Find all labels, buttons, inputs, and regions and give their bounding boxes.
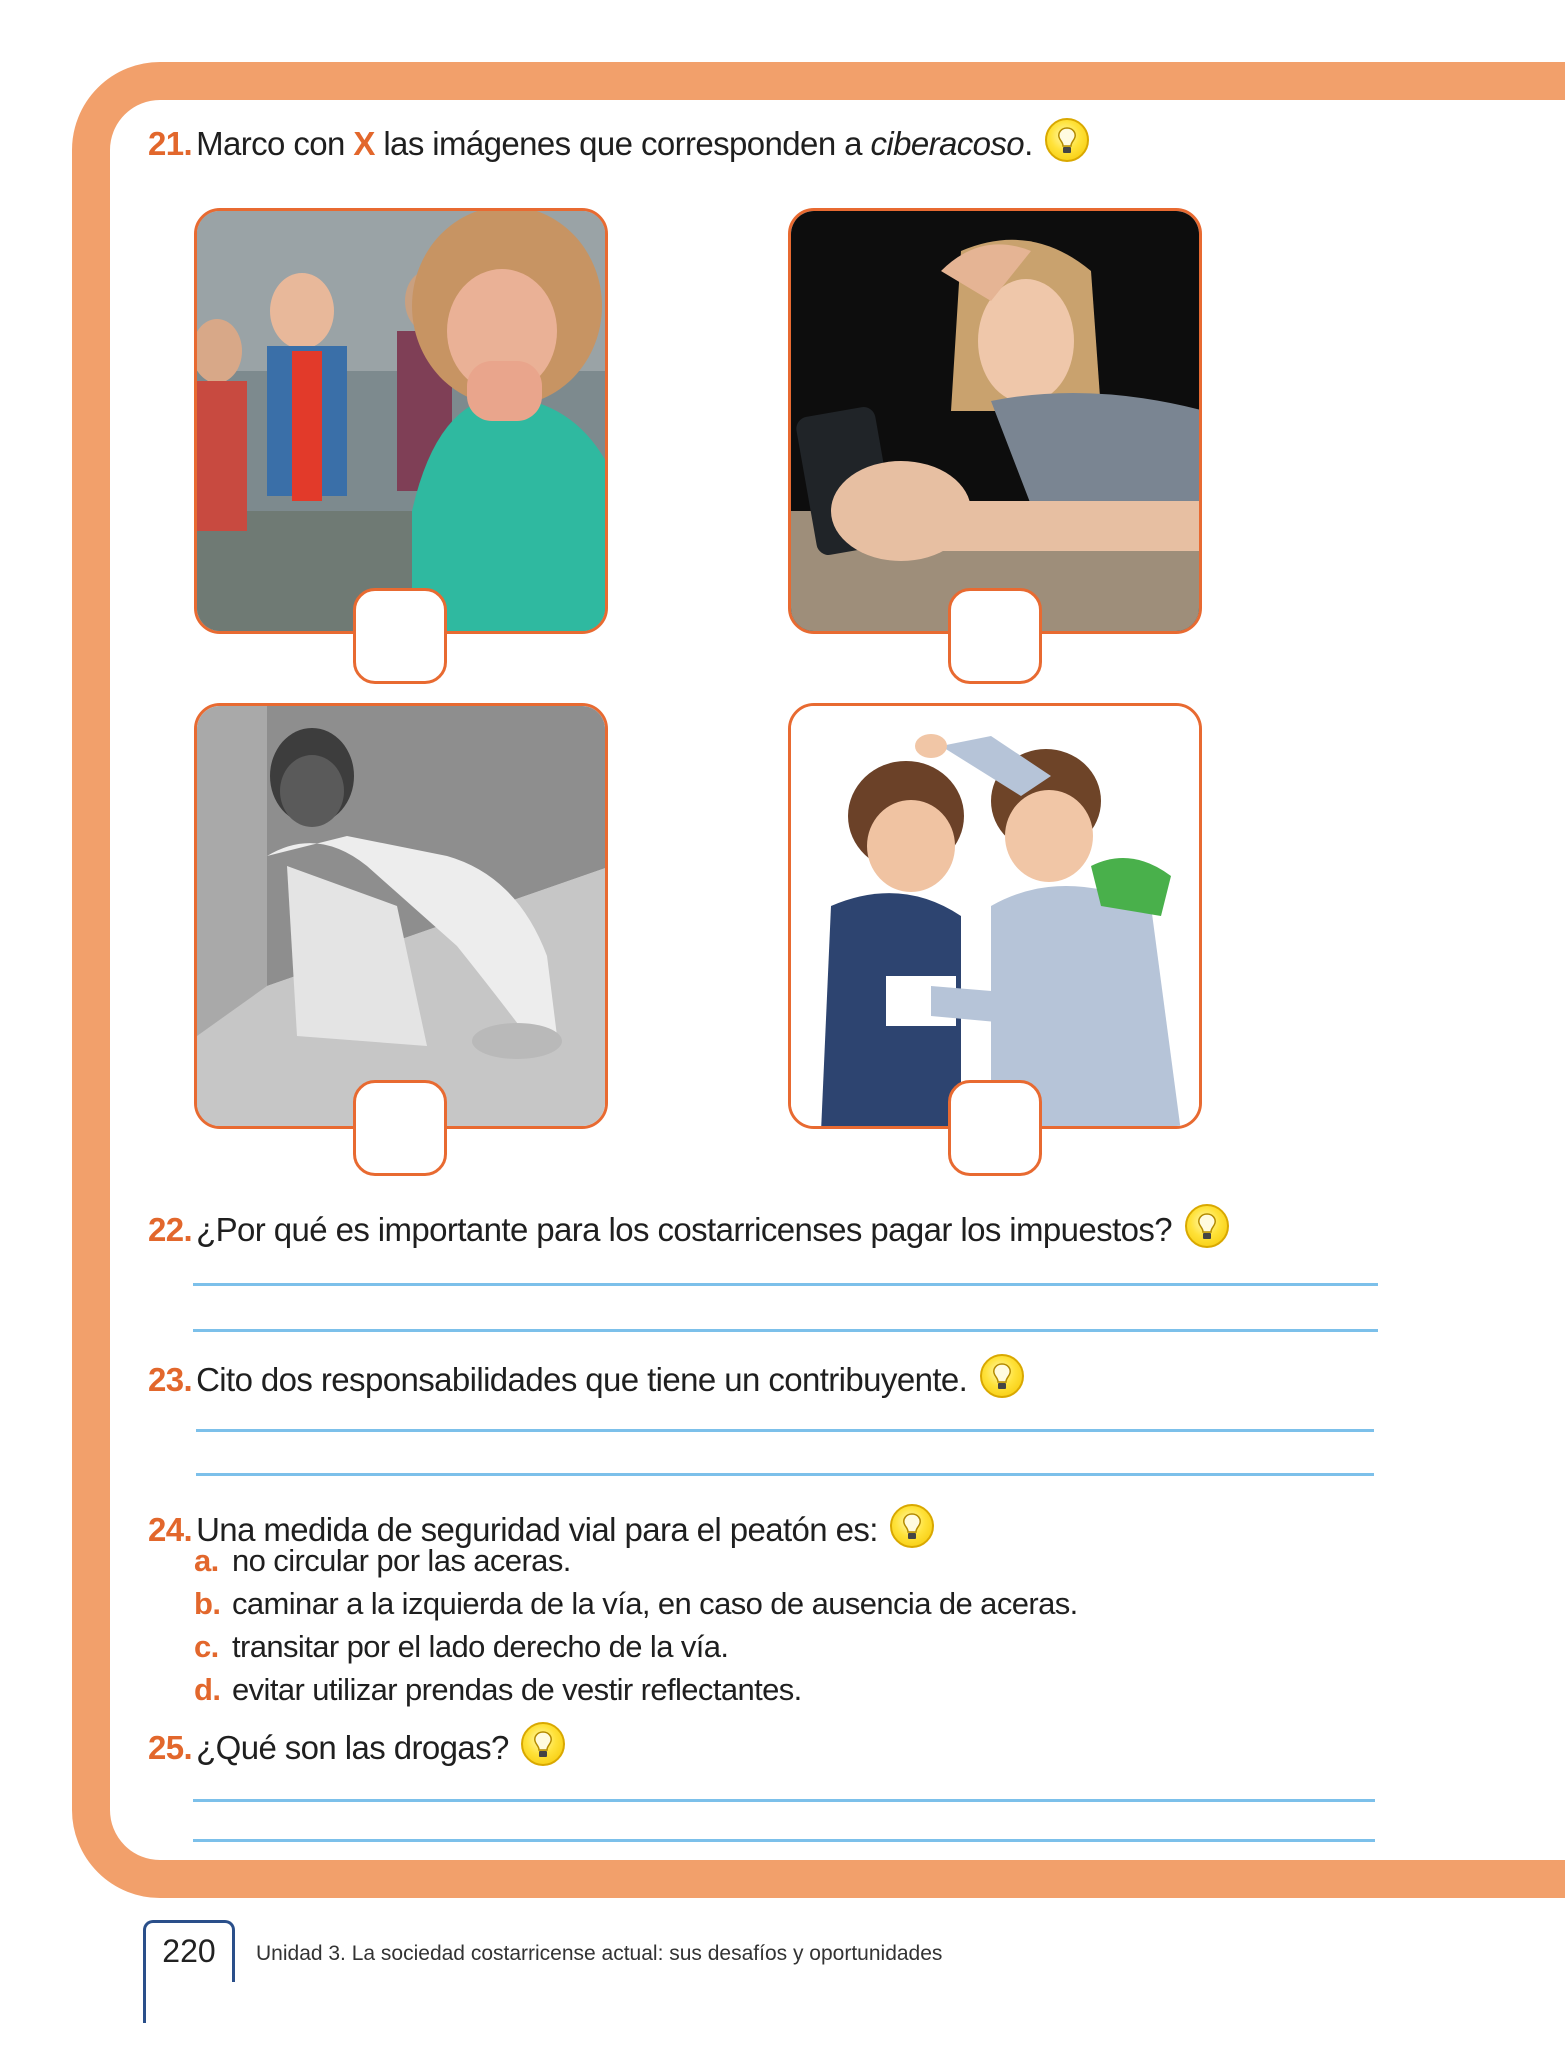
option-c[interactable] — [194, 1628, 728, 1666]
lightbulb-icon — [521, 1722, 565, 1766]
answer-line[interactable] — [193, 1839, 1375, 1842]
x-letter: X — [353, 125, 375, 162]
option-text: no circular por las aceras. — [232, 1543, 571, 1578]
answer-line[interactable] — [193, 1799, 1375, 1802]
unit-title: Unidad 3. La sociedad costarricense actual: sus desafíos y oportunidades — [256, 1942, 943, 1965]
answer-line[interactable] — [193, 1283, 1378, 1286]
lightbulb-icon — [1185, 1204, 1229, 1248]
checkbox-photo-1[interactable] — [353, 588, 447, 684]
checkbox-photo-2[interactable] — [948, 588, 1042, 684]
lightbulb-icon — [1045, 118, 1089, 162]
question-22 — [148, 1210, 1229, 1254]
checkbox-photo-4[interactable] — [948, 1080, 1042, 1176]
question-23 — [148, 1360, 1024, 1404]
option-d[interactable] — [194, 1671, 802, 1709]
page-number: 220 — [143, 1920, 235, 1982]
question-number: 25. — [148, 1729, 193, 1766]
question-number: 21. — [148, 125, 193, 162]
option-text: transitar por el lado derecho de la vía. — [232, 1629, 729, 1664]
option-letter: a. — [194, 1543, 219, 1578]
question-text-end: . — [1024, 125, 1033, 162]
girl-covering-face-photo — [194, 208, 608, 634]
question-text: ¿Por qué es importante para los costarricenses pagar los impuestos? — [196, 1211, 1173, 1248]
answer-line[interactable] — [193, 1329, 1378, 1332]
option-letter: d. — [194, 1672, 221, 1707]
option-letter: b. — [194, 1586, 221, 1621]
checkbox-photo-3[interactable] — [353, 1080, 447, 1176]
girl-with-phone-photo — [788, 208, 1202, 634]
question-text: Cito dos responsabilidades que tiene un contribuyente. — [196, 1361, 968, 1398]
boys-fighting-photo — [788, 703, 1202, 1129]
sad-girl-sitting-photo — [194, 703, 608, 1129]
question-number: 22. — [148, 1211, 193, 1248]
option-b[interactable] — [194, 1585, 1078, 1623]
lightbulb-icon — [890, 1504, 934, 1548]
lightbulb-icon — [980, 1354, 1024, 1398]
option-text: evitar utilizar prendas de vestir reflectantes. — [232, 1672, 802, 1707]
option-a[interactable] — [194, 1542, 571, 1580]
question-text: Una medida de seguridad vial para el peatón es: — [196, 1511, 878, 1548]
answer-line[interactable] — [196, 1473, 1374, 1476]
question-number: 24. — [148, 1511, 193, 1548]
question-number: 23. — [148, 1361, 193, 1398]
option-letter: c. — [194, 1629, 219, 1664]
question-text-italic: ciberacoso — [870, 125, 1025, 162]
question-text-middle: las imágenes que corresponden a — [383, 125, 862, 162]
option-text: caminar a la izquierda de la vía, en caso de ausencia de aceras. — [232, 1586, 1078, 1621]
question-21 — [148, 124, 1089, 168]
answer-line[interactable] — [196, 1429, 1374, 1432]
question-25 — [148, 1728, 565, 1772]
question-text: ¿Qué son las drogas? — [196, 1729, 509, 1766]
question-text: Marco con — [196, 125, 345, 162]
